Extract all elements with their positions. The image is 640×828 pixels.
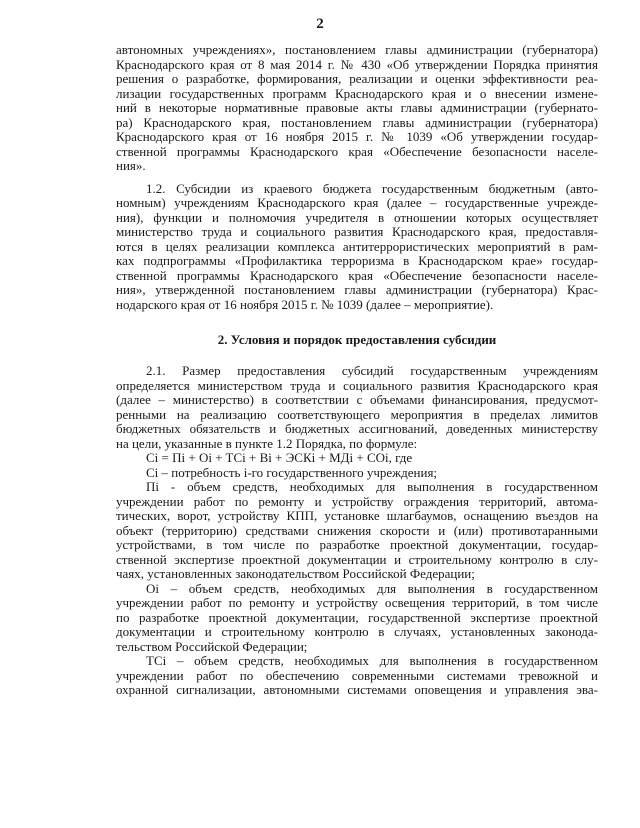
text-line: объект (территорию) средствами снижения скорости и (или) противотаранными [116, 523, 598, 538]
section-heading: 2. Условия и порядок предоставления субсидии [217, 332, 497, 347]
text-line: определяется министерством труда и социального развития Краснодарского края [116, 378, 598, 393]
text-line: TCi – объем средств, необходимых для выполнения в государственном [146, 654, 598, 668]
page-number: 2 [316, 16, 324, 32]
text-line: чаях, установленных законодательством Российской Федерации; [116, 567, 475, 581]
text-line: решения о разработке, формирования, реализации и оценки эффективности реа- [116, 72, 598, 86]
formula: Ci = Пi + Oi + TCi + Bi + ЭСКi + МДi + COi, где [146, 451, 413, 465]
text-line: ра) Краснодарского края, постановлением главы администрации (губернатора) [116, 115, 598, 130]
paragraph-2-1 [116, 364, 598, 451]
text-line: охранной сигнализации, автономными системами оповещения и управления эва- [116, 683, 598, 697]
text-line: ний в некоторые нормативные правовые акты главы администрации (губернато- [116, 101, 598, 115]
text-line: тельством Российской Федерации; [116, 639, 308, 654]
text-line: бюджетных обязательств и бюджетных ассигнований, доведенных министерству [116, 422, 598, 436]
text-line: ния». [116, 159, 146, 173]
text-line: документации и строительному контролю в случаях, установленных законода- [116, 625, 598, 639]
text-line: ках подпрограммы «Профилактика терроризма в Краснодарском крае» государ- [116, 254, 598, 268]
text-line: ренными на реализацию соответствующего мероприятия в пределах лимитов [116, 407, 598, 422]
text-line: ственной программы Краснодарского края «Обеспечение безопасности населе- [116, 144, 598, 159]
text-line: министерство труда и социального развития Краснодарского края, предоставля- [116, 225, 598, 239]
text-line: учреждении работ по ремонту и устройству освещения территорий, в том числе [116, 596, 598, 610]
text-line: устройствами, в том числе по разработке проектной документации, государ- [116, 538, 598, 552]
text-line: нодарского края от 16 ноября 2015 г. № 1039 (далее – мероприятие). [116, 297, 494, 312]
document-body [116, 43, 598, 698]
paragraph-1-2 [116, 182, 598, 313]
paragraph-intro [116, 43, 598, 174]
text-line: ния», утвержденной постановлением главы администрации (губернатора) Крас- [116, 283, 598, 297]
paragraph-oi [116, 582, 598, 655]
text-line: тических, ворот, устройству КПП, установке шлагбаумов, оснащению въездов на [116, 509, 598, 523]
definition-ci: Ci – потребность i-го государственного учреждения; [146, 465, 438, 480]
text-line: Пi - объем средств, необходимых для выполнения в государственном [146, 480, 598, 494]
text-line: учреждении работ по обеспечению современными системами тревожной и [116, 668, 598, 683]
text-line: ственной экспертизе проектной документации и строительному контролю в слу- [116, 552, 598, 567]
text-line: номным) учреждениям Краснодарского края (далее – государственные учрежде- [116, 196, 598, 210]
text-line: ния), функции и полномочия учредителя в отношении которых осуществляет [116, 210, 598, 225]
text-line: на цели, указанные в пункте 1.2 Порядка, по формуле: [116, 436, 418, 451]
text-line: 2.1. Размер предоставления субсидий государственным учреждениям [146, 364, 598, 378]
text-line: 1.2. Субсидии из краевого бюджета государственным бюджетным (авто- [146, 181, 598, 196]
text-line: автономных учреждениях», постановлением главы администрации (губернатора) [116, 43, 598, 57]
text-line: учреждении работ по ремонту и устройству ограждения территорий, автома- [116, 494, 598, 509]
text-line: Краснодарского края от 8 мая 2014 г. № 430 «Об утверждении Порядка принятия [116, 57, 598, 72]
text-line: по разработке проектной документации, государственной экспертизе проектной [116, 610, 598, 625]
paragraph-pi [116, 480, 598, 582]
text-line: ственной программы Краснодарского края «Обеспечение безопасности населе- [116, 268, 598, 283]
text-line: лизации государственных программ Краснодарского края и о внесении измене- [116, 86, 598, 101]
text-line: ются в целях реализации комплекса антитеррористических мероприятий в рам- [116, 239, 598, 254]
text-line: (далее – министерство) в соответствии с объемами финансирования, предусмот- [116, 393, 598, 407]
paragraph-tci [116, 654, 598, 698]
text-line: Краснодарского края от 16 ноября 2015 г. № 1039 «Об утверждении государ- [116, 130, 598, 144]
text-line: Oi – объем средств, необходимых для выполнения в государственном [146, 581, 598, 596]
